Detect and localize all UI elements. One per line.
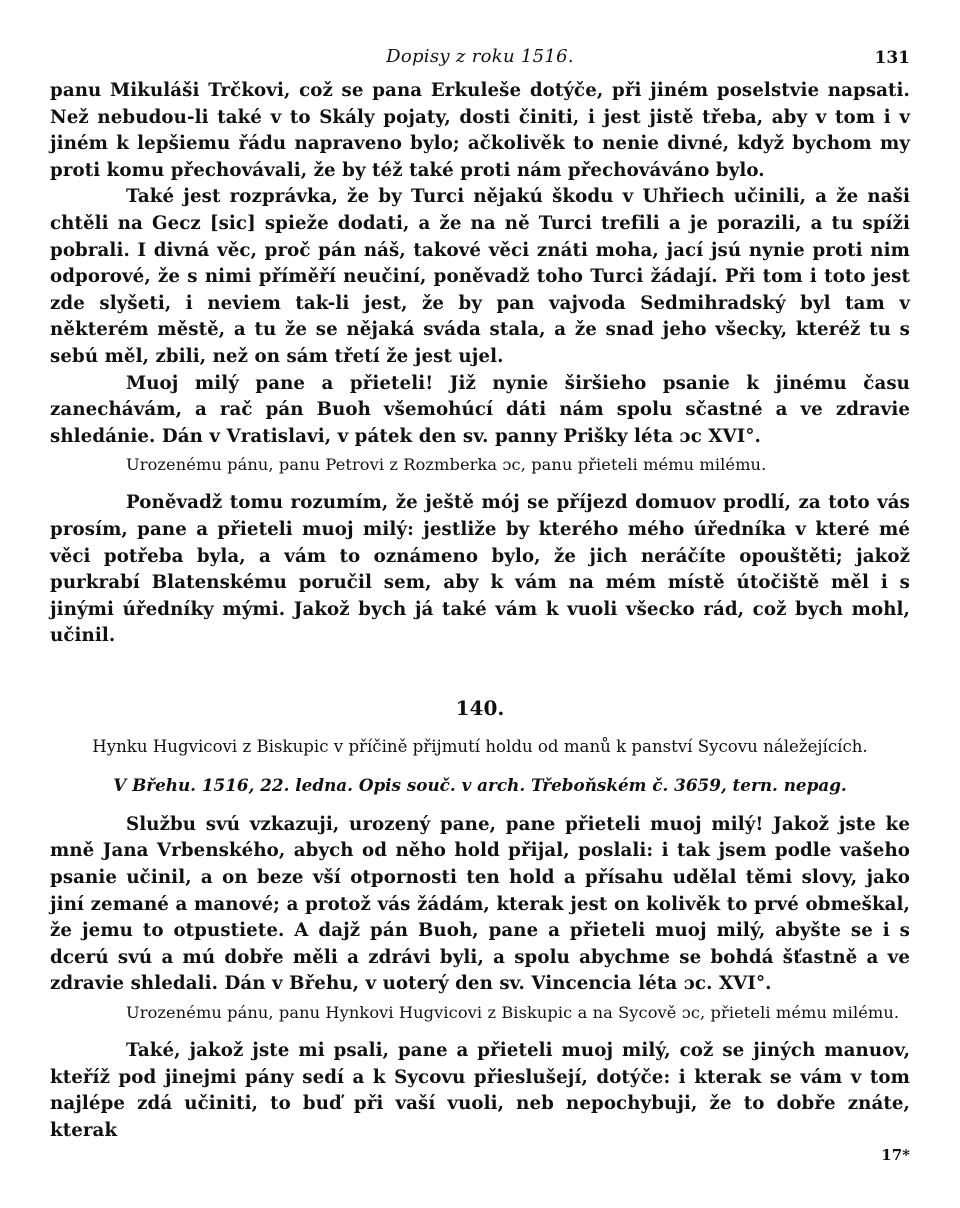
letter-body: Službu svú vzkazuji, urozený pane, pane přieteli muoj milý! Jakož jste ke mně Jana Vrbenského, abych od něho hold přijal, poslali: i tak jsem podle vašeho psanie učinil, a on beze vší otpornosti ten hold a přísahu udělal těmi slovy, jako jiní zemané a manové; a protož vás žádám, kterak jest on kolivěk to prvé obmeškal, že jemu to otpustiete. A dajž pán Buoh, pane a přieteli muoj milý, abyšte se i s dcerú svú a mú dobře měli a zdrávi byli, a spolu abychme se bohdá šťastně a ve zdravie shledali. Dán v Břehu, v uoterý den sv. Vincencia léta ɔc. XVI°. (50, 813, 910, 995)
letter-heading: Hynku Hugvicovi z Biskupic v příčině přijmutí holdu od manů k panství Sycovu náležejících. (92, 736, 868, 756)
letter-source: V Břehu. 1516, 22. ledna. Opis souč. v arch. Třeboňském č. 3659, tern. nepag. (113, 774, 847, 795)
paragraph-turks-news: Také jest rozprávka, že by Turci nějakú škodu v Uhřiech učinili, a že naši chtěli na Gecz [sic] spieže dodati, a že na ně Turci trefili a je porazili, a tu spíži pobrali. I divná věc, proč pán náš, takové věci znáti moha, jací jsú nynie proti nim odporové, že s nimi příměří neučiní, poněvadž toho Turci žádají. Při tom i toto jest zde slyšeti, i neviem tak-li jest, že by pan vajvoda Sedmihradský byl tam v některém městě, a tu že se nějaká sváda stala, a že snad jeho všecky, kteréž tu s sebú měl, zbili, než on sám třetí že jest ujel. (50, 186, 910, 367)
letter-address: Urozenému pánu, panu Petrovi z Rozmberka ɔc, panu přieteli mému milému. (126, 455, 767, 475)
running-header (50, 42, 910, 78)
page-number: 131 (874, 48, 910, 68)
letter-address-2: Urozenému pánu, panu Hynkovi Hugvicovi z Biskupic a na Sycově ɔc, přieteli mému milému. (126, 1003, 900, 1023)
running-title: Dopisy z roku 1516. (386, 46, 574, 67)
paragraph-postscript: Poněvadž tomu rozumím, že ještě mój se příjezd domuov prodlí, za toto vás prosím, pane a přieteli muoj milý: jestliže by kterého mého úředníka v které mé věci potřeba byla, a vám to oznámeno bylo, že jich neráčíte opouštěti; jakož purkrabí Blatenskému poručil sem, aby k vám na mém místě útočiště měl i s jinými úředníky mými. Jakož bych já také vám k vuoli všecko rád, což bych mohl, učinil. (50, 492, 910, 647)
signature-mark: 17* (881, 1146, 910, 1165)
letter-number: 140. (455, 695, 505, 720)
letter-postscript: Také, jakož jste mi psali, pane a přieteli muoj milý, což se jiných manuov, kteříž pod jinejmi pány sedí a k Sycovu přieslušejí, dotýče: i kterak se vám v tom najlépe zdá učiniti, to buď při vaší vuoli, neb nepochybuji, že to dobře znáte, kterak (50, 1040, 910, 1141)
paragraph-closing: Muoj milý pane a přieteli! Již nynie širšieho psanie k jinému času zanechávám, a rač pán Buoh všemohúcí dáti nám spolu sčastné a ve zdravie shledánie. Dán v Vratislavi, v pátek den sv. panny Prišky léta ɔc XVI°. (50, 372, 910, 447)
paragraph-continuation: panu Mikuláši Trčkovi, což se pana Erkuleše dotýče, při jiném poselstvie napsati. Než nebudou-li také v to Skály pojaty, dosti činiti, i jest jistě třeba, aby v tom i v jiném k lepšiemu řádu napraveno bylo; ačkolivěk to nenie divné, když bychom my proti komu přechovávali, že by též také proti nám přechováváno bylo. (50, 80, 910, 181)
document-page (50, 42, 910, 1165)
